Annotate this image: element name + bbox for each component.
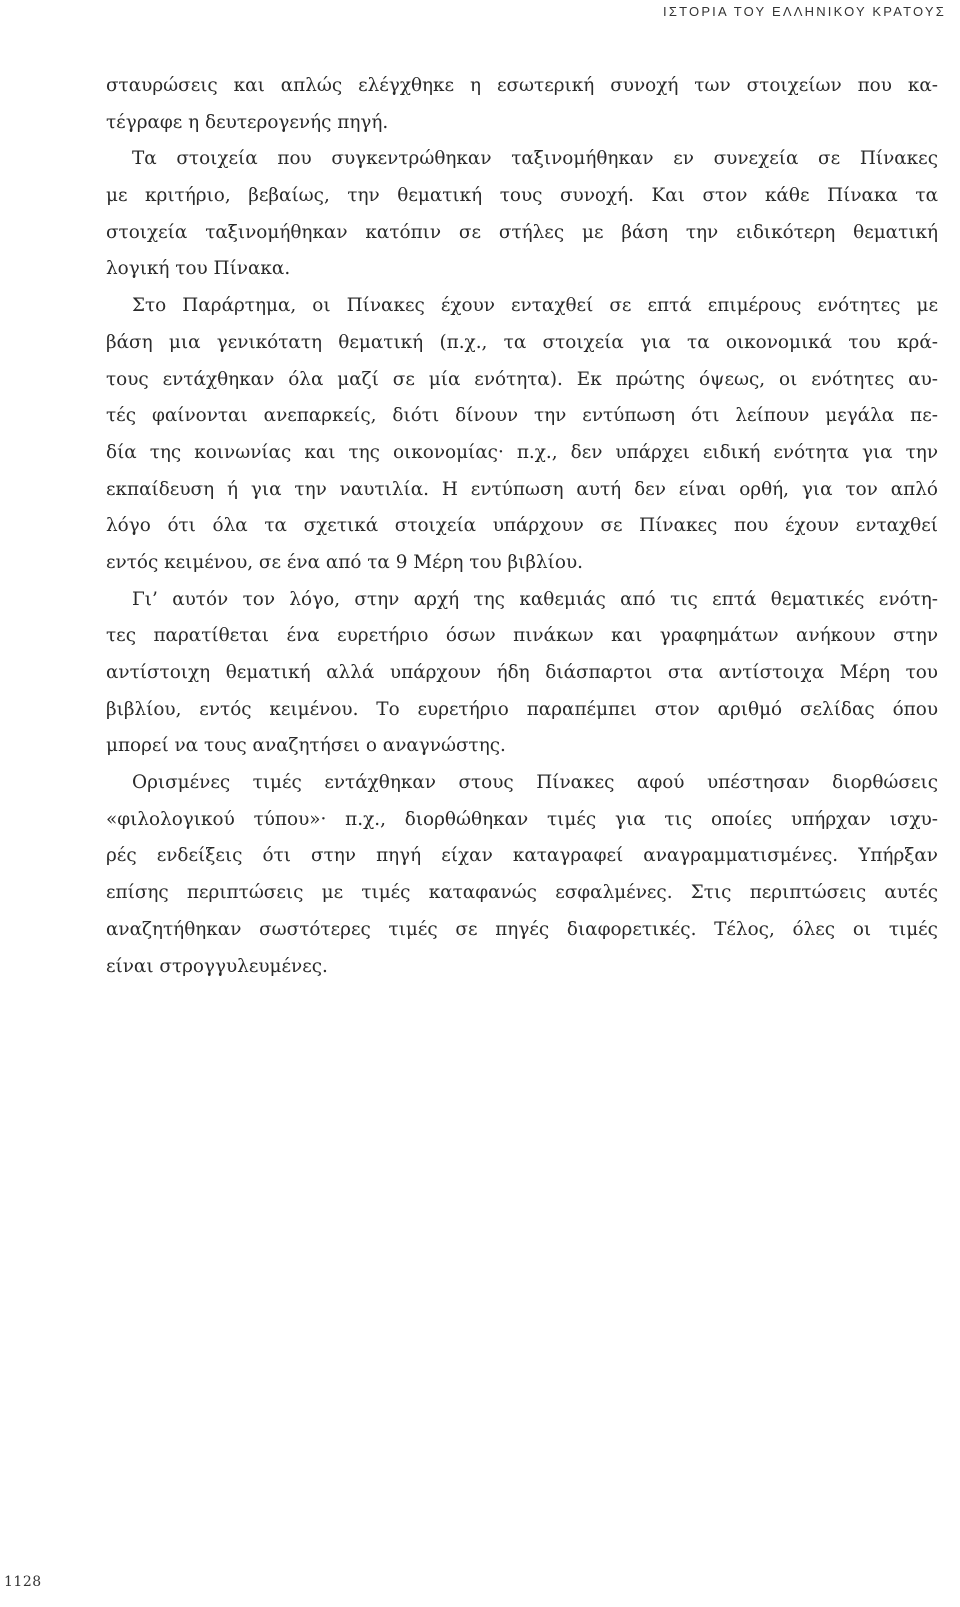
text-line: εκπαίδευση ή για την ναυτιλία. Η εντύπωση αυτή δεν είναι ορθή, για τον απλό <box>106 478 938 500</box>
text-line: ρές ενδείξεις ότι στην πηγή είχαν καταγραφεί αναγραμματισμένες. Υπήρξαν <box>106 845 938 867</box>
text-line: τέγραφε η δευτερογενής πηγή. <box>106 111 389 133</box>
text-line: βιβλίου, εντός κειμένου. Το ευρετήριο παραπέμπει στον αριθμό σελίδας όπου <box>106 698 938 720</box>
text-line: επίσης περιπτώσεις με τιμές καταφανώς εσφαλμένες. Στις περιπτώσεις αυτές <box>106 882 938 904</box>
text-line: τές φαίνονται ανεπαρκείς, διότι δίνουν την εντύπωση ότι λείπουν μεγάλα πε- <box>106 405 938 427</box>
text-line: τες παρατίθεται ένα ευρετήριο όσων πινάκων και γραφημάτων ανήκουν στην <box>106 625 938 647</box>
text-line: σταυρώσεις και απλώς ελέγχθηκε η εσωτερική συνοχή των στοιχείων που κα- <box>106 75 938 96</box>
text-line: Γι’ αυτόν τον λόγο, στην αρχή της καθεμιάς από τις επτά θεματικές ενότη- <box>132 588 938 610</box>
text-line: Στο Παράρτημα, οι Πίνακες έχουν ενταχθεί σε επτά επιμέρους ενότητες με <box>132 295 938 317</box>
text-line: είναι στρογγυλευμένες. <box>106 955 328 977</box>
body-text <box>106 68 938 985</box>
text-line: στοιχεία ταξινομήθηκαν κατόπιν σε στήλες με βάση την ειδικότερη θεματική <box>106 221 938 243</box>
text-line: Τα στοιχεία που συγκεντρώθηκαν ταξινομήθηκαν εν συνεχεία σε Πίνακες <box>132 148 938 170</box>
running-header: ΙΣΤΟΡΙΑ ΤΟΥ ΕΛΛΗΝΙΚΟΥ ΚΡΑΤΟΥΣ <box>663 4 946 19</box>
text-line: εντός κειμένου, σε ένα από τα 9 Μέρη του βιβλίου. <box>106 551 583 573</box>
text-line: λογική του Πίνακα. <box>106 258 291 280</box>
text-line: λόγο ότι όλα τα σχετικά στοιχεία υπάρχουν σε Πίνακες που έχουν ενταχθεί <box>106 515 938 537</box>
text-line: βάση μια γενικότατη θεματική (π.χ., τα στοιχεία για τα οικονομικά του κρά- <box>106 331 938 353</box>
text-line: αντίστοιχη θεματική αλλά υπάρχουν ήδη διάσπαρτοι στα αντίστοιχα Μέρη του <box>106 662 938 683</box>
text-line: Ορισμένες τιμές εντάχθηκαν στους Πίνακες αφού υπέστησαν διορθώσεις <box>132 772 938 794</box>
text-line: τους εντάχθηκαν όλα μαζί σε μία ενότητα). Εκ πρώτης όψεως, οι ενότητες αυ- <box>106 368 938 390</box>
text-line: με κριτήριο, βεβαίως, την θεματική τους συνοχή. Και στον κάθε Πίνακα τα <box>106 185 938 207</box>
text-line: δία της κοινωνίας και της οικονομίας· π.χ., δεν υπάρχει ειδική ενότητα για την <box>106 441 938 463</box>
text-line: αναζητήθηκαν σωστότερες τιμές σε πηγές διαφορετικές. Τέλος, όλες οι τιμές <box>106 918 938 940</box>
text-line: «φιλολογικού τύπου»· π.χ., διορθώθηκαν τιμές για τις οποίες υπήρχαν ισχυ- <box>106 808 938 830</box>
text-line: μπορεί να τους αναζητήσει ο αναγνώστης. <box>106 735 506 757</box>
page-number: 1128 <box>4 1574 42 1590</box>
